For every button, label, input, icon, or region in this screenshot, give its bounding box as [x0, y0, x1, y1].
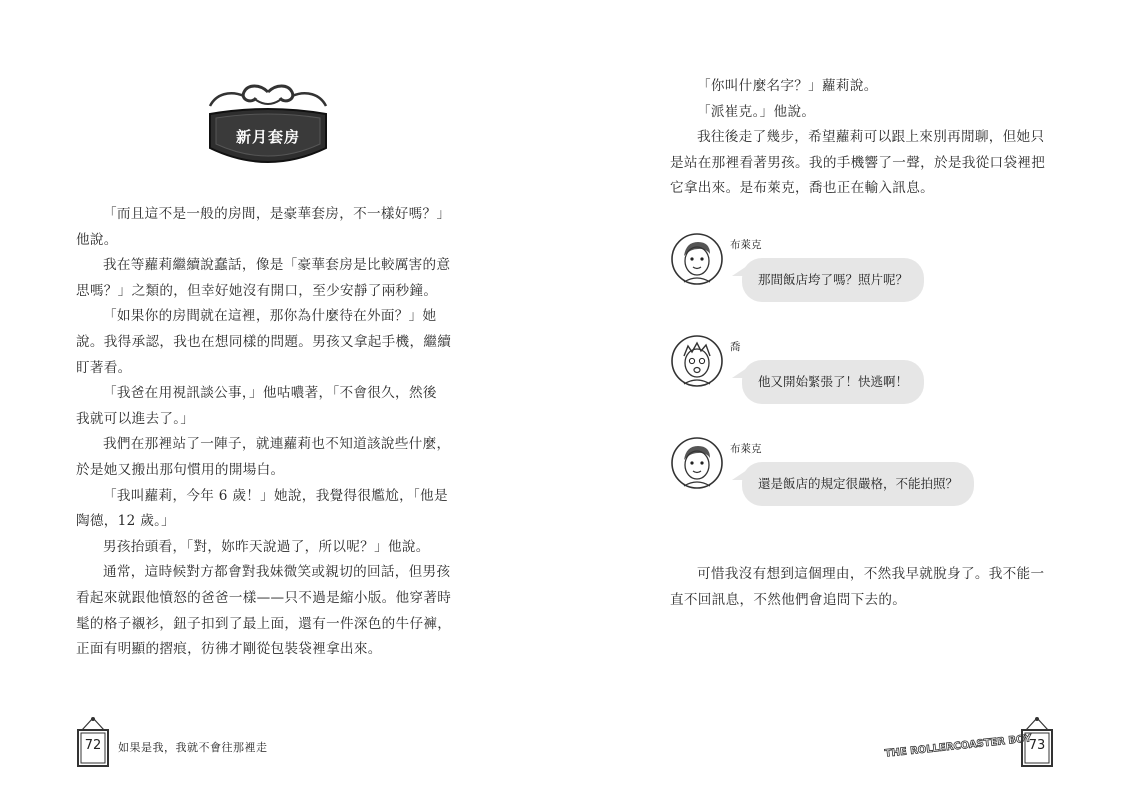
paragraph — [76, 304, 468, 381]
text-line: 直不回訊息，不然他們會追問下去的。 — [670, 591, 907, 608]
paragraph — [670, 74, 1070, 100]
right-body-text-bottom — [670, 562, 1070, 613]
text-line: 我就可以進去了。」 — [76, 410, 195, 427]
text-line: 思嗎？」之類的，但幸好她沒有開口，至少安靜了兩秒鐘。 — [76, 282, 438, 299]
text-line: 是站在那裡看著男孩。我的手機響了一聲，於是我從口袋裡把 — [670, 154, 1046, 171]
joe-avatar-icon — [670, 334, 724, 388]
chat-message — [670, 232, 1010, 302]
paragraph — [670, 100, 1070, 126]
text-line: 「我叫蘿莉，今年 6 歲！」她說，我覺得很尷尬，「他是 — [103, 487, 448, 504]
right-page — [564, 0, 1128, 800]
text-line: 他說。 — [76, 231, 118, 248]
text-line: 我們在那裡站了一陣子，就連蘿莉也不知道該說些什麼， — [103, 436, 451, 453]
text-line: 盯著看。 — [76, 359, 132, 376]
paragraph — [76, 202, 468, 253]
message-bubble: 他又開始緊張了！快逃啊！ — [742, 360, 924, 404]
page-number: 72 — [84, 738, 102, 753]
paragraph — [76, 560, 468, 662]
blake-avatar-icon — [670, 232, 724, 286]
paragraph — [670, 125, 1070, 202]
text-line: 男孩抬頭看，「對，妳昨天說過了，所以呢？」他說。 — [103, 538, 430, 555]
message-sender: 喬 — [730, 341, 741, 353]
chat-message — [670, 334, 1010, 404]
text-line: 「而且這不是一般的房間，是豪華套房，不一樣好嗎？」 — [103, 206, 451, 222]
text-line: 「你叫什麼名字？」蘿莉說。 — [697, 78, 878, 94]
chat-message — [670, 436, 1010, 506]
message-sender: 布萊克 — [730, 443, 762, 455]
series-logo — [884, 732, 1032, 760]
blake-avatar-icon — [670, 436, 724, 490]
text-line: 髦的格子襯衫，鈕子扣到了最上面，還有一件深色的牛仔褲， — [76, 615, 452, 632]
chapter-title: 新月套房 — [235, 128, 300, 146]
paragraph — [76, 535, 468, 561]
text-line: 說。我得承認，我也在想同樣的問題。男孩又拿起手機，繼續 — [76, 333, 452, 350]
text-line: 「如果你的房間就在這裡，那你為什麼待在外面？」她 — [103, 308, 437, 325]
message-sender: 布萊克 — [730, 239, 762, 251]
running-head: 如果是我，我就不會往那裡走 — [118, 741, 268, 754]
text-line: 我往後走了幾步，希望蘿莉可以跟上來別再閒聊，但她只 — [697, 129, 1045, 146]
paragraph — [76, 432, 468, 483]
left-body-text — [76, 202, 468, 663]
paragraph — [670, 562, 1070, 613]
message-bubble: 還是飯店的規定很嚴格，不能拍照？ — [742, 462, 974, 506]
text-line: 通常，這時候對方都會對我妹微笑或親切的回話，但男孩 — [103, 564, 451, 581]
text-line: 「派崔克。」他說。 — [697, 103, 816, 120]
right-body-text-top — [670, 74, 1070, 202]
series-logo-text: THE ROLLERCOASTER BOY — [884, 733, 1032, 760]
text-line: 看起來就跟他憤怒的爸爸一樣——只不過是縮小版。他穿著時 — [76, 589, 452, 606]
text-line: 我在等蘿莉繼續說蠢話，像是「豪華套房是比較厲害的意 — [103, 257, 451, 274]
text-line: 陶德，12 歲。」 — [76, 513, 176, 530]
text-line: 可惜我沒有想到這個理由，不然我早就脫身了。我不能一 — [697, 566, 1045, 582]
paragraph — [76, 484, 468, 535]
text-line: 它拿出來。是布萊克，喬也正在輸入訊息。 — [670, 180, 934, 197]
text-line: 於是她又搬出那句慣用的開場白。 — [76, 461, 285, 478]
text-line: 正面有明顯的摺痕，彷彿才剛從包裝袋裡拿出來。 — [76, 641, 382, 658]
paragraph — [76, 253, 468, 304]
message-bubble: 那間飯店垮了嗎？照片呢？ — [742, 258, 924, 302]
paragraph — [76, 381, 468, 432]
text-line: 「我爸在用視訊談公事，」他咕噥著，「不會很久，然後 — [103, 385, 437, 402]
page-number: 73 — [1028, 738, 1046, 753]
